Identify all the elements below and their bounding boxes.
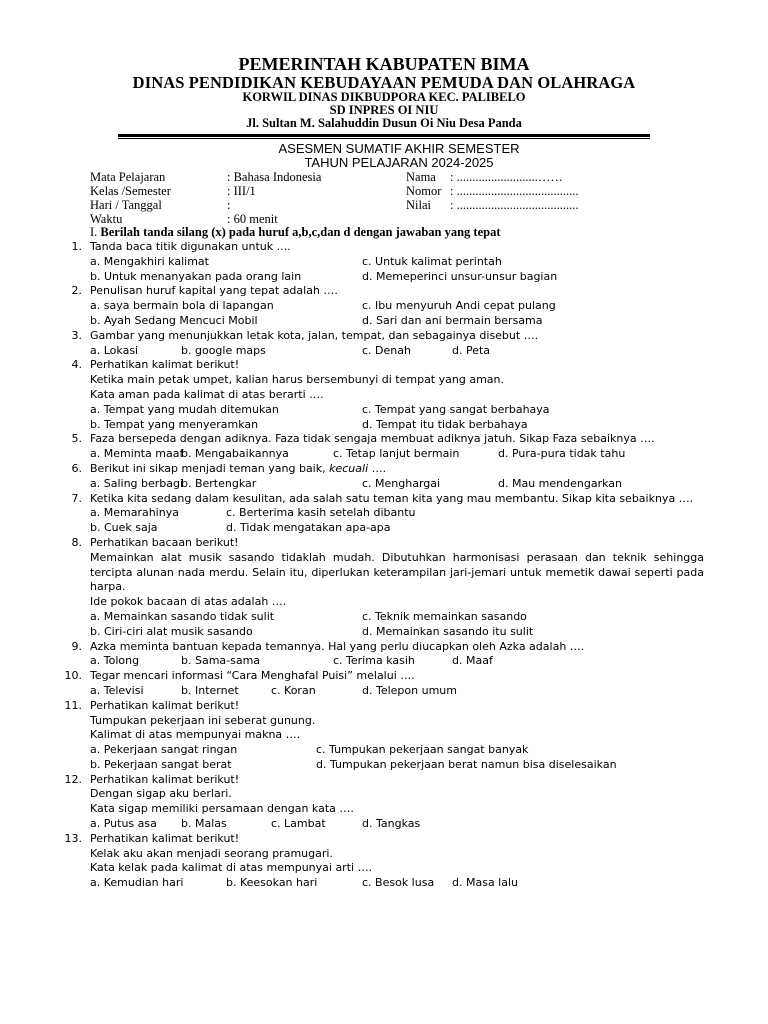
question-list	[0, 240, 768, 891]
option-row	[90, 876, 704, 891]
option-row	[90, 758, 704, 773]
question-number: 5.	[71, 432, 82, 446]
answer-option[interactable]: b. google maps	[181, 343, 266, 357]
date-label: Hari / Tanggal	[90, 198, 162, 212]
question-text: Perhatikan bacaan berikut!	[90, 535, 239, 549]
question-11	[0, 699, 768, 773]
section-roman: I.	[90, 225, 98, 239]
header-government: PEMERINTAH KABUPATEN BIMA	[238, 54, 530, 74]
answer-option[interactable]: c. Tumpukan pekerjaan sangat banyak	[316, 743, 529, 757]
answer-option[interactable]: c. Tetap lanjut bermain	[333, 447, 460, 461]
question-text: Kata aman pada kalimat di atas berarti ….	[90, 387, 324, 401]
question-paragraph: Ketika kita sedang dalam kesulitan, ada salah satu teman kita yang mau membantu. Sikap kita sebaiknya ….	[90, 491, 694, 505]
question-number: 1.	[71, 240, 82, 253]
option-row	[90, 506, 704, 521]
option-row	[90, 654, 704, 669]
question-number: 10.	[64, 669, 82, 683]
score-field[interactable]: : .......................................	[450, 198, 579, 212]
question-number: 11.	[64, 698, 82, 712]
answer-option[interactable]: b. Malas	[181, 817, 227, 831]
answer-option[interactable]: c. Untuk kalimat perintah	[362, 254, 502, 268]
class-value: : III/1	[227, 184, 256, 198]
question-1	[0, 240, 768, 284]
question-number: 2.	[71, 284, 82, 298]
name-field[interactable]: : ..........................……	[450, 170, 563, 184]
number-label: Nomor	[406, 184, 442, 198]
option-row	[90, 344, 704, 359]
question-text: Kalimat di atas mempunyai makna ….	[90, 728, 301, 742]
header-address: Jl. Sultan M. Salahuddin Dusun Oi Niu Desa Panda	[246, 116, 522, 130]
option-row	[90, 521, 704, 536]
question-number: 12.	[64, 772, 82, 786]
question-2	[0, 284, 768, 328]
option-row	[90, 299, 704, 314]
question-text: Kata sigap memiliki persamaan dengan kata ….	[90, 802, 354, 816]
answer-option[interactable]: a. Mengakhiri kalimat	[90, 254, 209, 268]
answer-option[interactable]: a. Tempat yang mudah ditemukan	[90, 402, 279, 416]
answer-option[interactable]: c. Berterima kasih setelah dibantu	[226, 506, 416, 520]
answer-option[interactable]: a. Saling berbagi	[90, 476, 184, 490]
answer-option[interactable]: d. Masa lalu	[452, 876, 518, 890]
answer-option[interactable]: c. Ibu menyuruh Andi cepat pulang	[362, 299, 556, 313]
question-text: Kata kelak pada kalimat di atas mempunyai arti ….	[90, 861, 373, 875]
question-text: Perhatikan kalimat berikut!	[90, 698, 240, 712]
question-number: 4.	[71, 358, 82, 372]
name-label: Nama	[406, 170, 436, 184]
answer-option[interactable]: d. Memainkan sasando itu sulit	[362, 624, 534, 638]
question-number: 9.	[71, 639, 82, 653]
answer-option[interactable]: d. Memeperinci unsur-unsur bagian	[362, 269, 558, 283]
answer-option[interactable]: d. Pura-pura tidak tahu	[498, 447, 626, 461]
header-school: SD INPRES OI NIU	[329, 103, 439, 117]
answer-option[interactable]: a. Kemudian hari	[90, 876, 184, 890]
question-text: Dengan sigap aku berlari.	[90, 787, 232, 801]
answer-option[interactable]: b. Mengabaikannya	[181, 447, 289, 461]
answer-option[interactable]: c. Tempat yang sangat berbahaya	[362, 402, 550, 416]
question-text: Tumpukan pekerjaan ini seberat gunung.	[90, 713, 316, 727]
answer-option[interactable]: b. Tempat yang menyeramkan	[90, 417, 259, 431]
option-row	[90, 743, 704, 758]
question-text: Berikut ini sikap menjadi teman yang baik, kecuali ….	[90, 461, 387, 475]
answer-option[interactable]: c. Denah	[362, 343, 411, 357]
question-text: Perhatikan kalimat berikut!	[90, 772, 240, 786]
answer-option[interactable]: a. Pekerjaan sangat ringan	[90, 743, 238, 757]
question-number: 8.	[71, 535, 82, 549]
question-12	[0, 773, 768, 832]
answer-option[interactable]: c. Koran	[271, 683, 316, 697]
question-13	[0, 832, 768, 891]
exam-year: TAHUN PELAJARAN 2024-2025	[304, 155, 494, 170]
answer-option[interactable]: d. Peta	[452, 343, 491, 357]
score-label: Nilai	[406, 198, 431, 212]
answer-option[interactable]: b. Sama-sama	[181, 654, 261, 668]
date-value: :	[227, 198, 231, 212]
answer-option[interactable]: d. Telepon umum	[362, 683, 457, 697]
answer-option[interactable]: c. Menghargai	[362, 476, 441, 490]
header-korwil: KORWIL DINAS DIKBUDPORA KEC. PALIBELO	[242, 90, 526, 104]
answer-option[interactable]: d. Sari dan ani bermain bersama	[362, 313, 543, 327]
answer-option[interactable]: a. Televisi	[90, 683, 144, 697]
answer-option[interactable]: a. Putus asa	[90, 817, 157, 831]
time-value: : 60 menit	[227, 212, 278, 226]
question-paragraph: Memainkan alat musik sasando tidaklah mudah. Dibutuhkan harmonisasi perasaan dan teknik sehingga tercipta alunan nada merdu. Selain itu, diperlukan keterampilan jari-jemari untuk memetik dawai seperti pada harpa.	[90, 550, 704, 594]
question-text: Azka meminta bantuan kepada temannya. Hal yang perlu diucapkan oleh Azka adalah ….	[90, 639, 585, 653]
answer-option[interactable]: a. Memarahinya	[90, 506, 179, 520]
question-number: 3.	[71, 328, 82, 342]
question-7	[0, 492, 768, 536]
question-number: 6.	[71, 461, 82, 475]
option-row	[90, 314, 704, 329]
question-number: 13.	[64, 831, 82, 845]
number-field[interactable]: : .......................................	[450, 184, 579, 198]
answer-option[interactable]: a. Tolong	[90, 654, 140, 668]
answer-option[interactable]: d. Maaf	[452, 654, 493, 668]
question-text: Perhatikan kalimat berikut!	[90, 831, 240, 845]
answer-option[interactable]: d. Tempat itu tidak berbahaya	[362, 417, 528, 431]
answer-option[interactable]: b. Untuk menanyakan pada orang lain	[90, 269, 302, 283]
header-rule-thick	[118, 134, 650, 137]
question-text: Ide pokok bacaan di atas adalah ….	[90, 595, 287, 609]
answer-option[interactable]: c. Lambat	[271, 817, 326, 831]
answer-option[interactable]: d. Tidak mengatakan apa-apa	[226, 521, 391, 535]
question-5	[0, 432, 768, 462]
question-text: Tegar mencari informasi “Cara Menghafal Puisi” melalui ….	[90, 669, 415, 683]
question-number: 7.	[71, 491, 82, 505]
answer-option[interactable]: a. Meminta maaf	[90, 447, 184, 461]
header-department: DINAS PENDIDIKAN KEBUDAYAAN PEMUDA DAN OLAHRAGA	[132, 73, 636, 92]
answer-option[interactable]: b. Ayah Sedang Mencuci Mobil	[90, 313, 258, 327]
question-text: Tanda baca titik digunakan untuk ....	[90, 240, 291, 253]
question-4	[0, 358, 768, 432]
question-9	[0, 640, 768, 670]
question-3	[0, 329, 768, 359]
option-row	[90, 684, 704, 699]
time-label: Waktu	[90, 212, 123, 226]
option-row	[90, 610, 704, 625]
answer-option[interactable]: a. saya bermain bola di lapangan	[90, 299, 274, 313]
subject-label: Mata Pelajaran	[90, 170, 166, 184]
section-instruction-text: Berilah tanda silang (x) pada huruf a,b,c,dan d dengan jawaban yang tepat	[100, 225, 501, 239]
question-text: Ketika main petak umpet, kalian harus bersembunyi di tempat yang aman.	[90, 373, 504, 387]
answer-option[interactable]: b. Internet	[181, 683, 239, 697]
section-instruction	[90, 225, 501, 240]
answer-option[interactable]: a. Lokasi	[90, 343, 139, 357]
question-text: Faza bersepeda dengan adiknya. Faza tidak sengaja membuat adiknya jatuh. Sikap Faza sebaiknya ….	[90, 432, 655, 446]
answer-option[interactable]: c. Terima kasih	[333, 654, 415, 668]
option-row	[90, 447, 704, 462]
question-text: Penulisan huruf kapital yang tepat adalah ….	[90, 284, 338, 298]
header-rule-thin	[118, 138, 650, 139]
option-row	[90, 418, 704, 433]
answer-option[interactable]: b. Cuek saja	[90, 521, 158, 535]
option-row	[90, 625, 704, 640]
answer-option[interactable]: c. Teknik memainkan sasando	[362, 609, 527, 623]
question-text: Perhatikan kalimat berikut!	[90, 358, 240, 372]
option-row	[90, 270, 704, 285]
answer-option[interactable]: b. Ciri-ciri alat musik sasando	[90, 624, 253, 638]
option-row	[90, 255, 704, 270]
question-emphasis: kecuali	[329, 461, 369, 475]
question-6	[0, 462, 768, 492]
option-row	[90, 477, 704, 492]
answer-option[interactable]: b. Keesokan hari	[226, 876, 318, 890]
class-label: Kelas /Semester	[90, 184, 171, 198]
question-8	[0, 536, 768, 640]
answer-option[interactable]: c. Besok lusa	[362, 876, 435, 890]
answer-option[interactable]: b. Pekerjaan sangat berat	[90, 757, 232, 771]
answer-option[interactable]: a. Memainkan sasando tidak sulit	[90, 609, 275, 623]
answer-option[interactable]: d. Tangkas	[362, 817, 421, 831]
question-text: Kelak aku akan menjadi seorang pramugari.	[90, 846, 333, 860]
exam-title: ASESMEN SUMATIF AKHIR SEMESTER	[278, 141, 520, 156]
answer-option[interactable]: d. Tumpukan pekerjaan berat namun bisa diselesaikan	[316, 757, 617, 771]
answer-option[interactable]: b. Bertengkar	[181, 476, 257, 490]
option-row	[90, 403, 704, 418]
question-10	[0, 669, 768, 699]
answer-option[interactable]: d. Mau mendengarkan	[498, 476, 622, 490]
option-row	[90, 817, 704, 832]
subject-value: : Bahasa Indonesia	[227, 170, 322, 184]
question-text: Gambar yang menunjukkan letak kota, jalan, tempat, dan sebagainya disebut ….	[90, 328, 539, 342]
